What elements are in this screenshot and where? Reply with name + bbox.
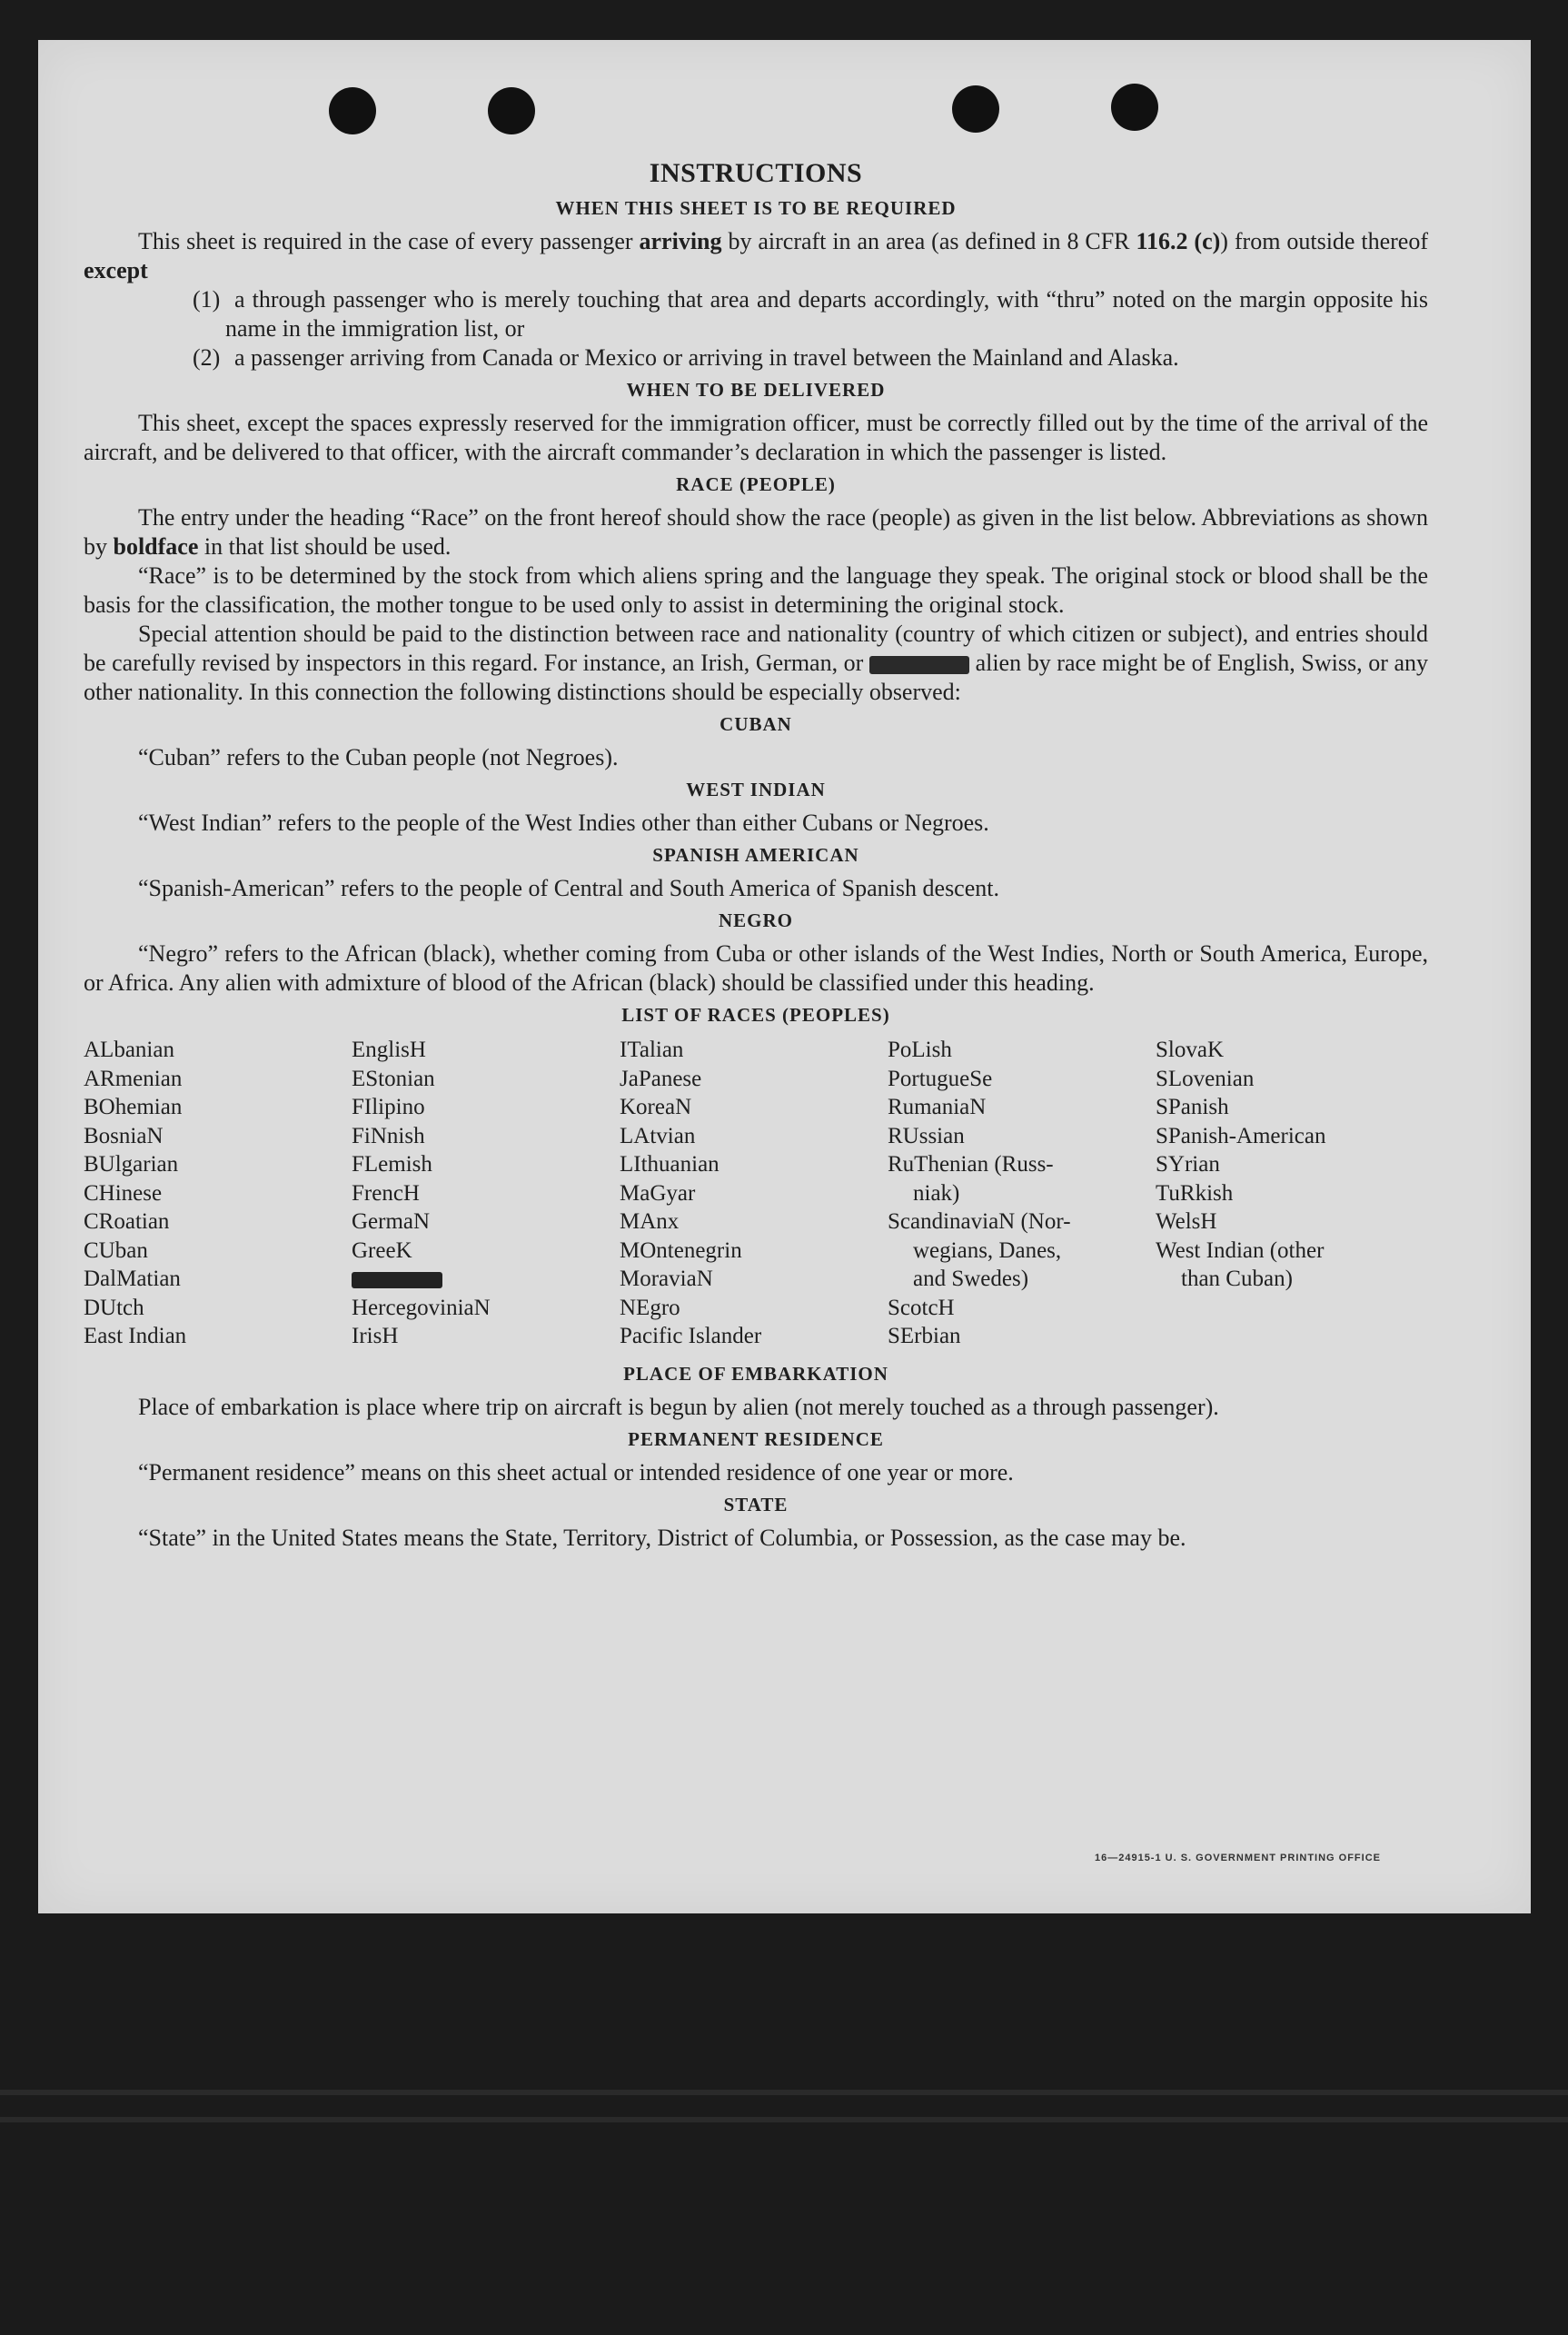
race-entry: MOntenegrin <box>620 1237 742 1263</box>
heading-negro: NEGRO <box>718 909 793 931</box>
race-entry: West Indian (other <box>1156 1237 1325 1263</box>
race-entry: RumaniaN <box>888 1095 987 1119</box>
race-entry: FrencH <box>352 1180 420 1206</box>
race-entry: ScandinaviaN (Nor- <box>888 1209 1071 1234</box>
race-entry: SLovenian <box>1156 1066 1255 1091</box>
paragraph-spanish-american: “Spanish-American” refers to the people of Central and South America of Spanish descent. <box>138 875 999 901</box>
heading-state: STATE <box>723 1493 789 1515</box>
race-entry: DalMatian <box>84 1267 181 1291</box>
text: This sheet is required in the case of every passenger <box>138 228 640 254</box>
race-entry: JaPanese <box>620 1066 702 1091</box>
paragraph-state: “State” in the United States means the State, Territory, District of Columbia, or Possession, as the case may be. <box>138 1524 1186 1551</box>
race-entry: HercegoviniaN <box>352 1295 491 1320</box>
race-entry: EnglisH <box>352 1038 426 1062</box>
race-entry: MAnx <box>620 1209 680 1234</box>
races-list <box>84 1036 1428 1351</box>
scan-band <box>0 2090 1568 2095</box>
races-column-4 <box>888 1036 1156 1351</box>
race-entry: SlovaK <box>1156 1038 1224 1062</box>
race-entry: PortugueSe <box>888 1066 993 1091</box>
punch-hole <box>952 85 999 133</box>
race-entry: ARmenian <box>84 1066 183 1091</box>
race-entry: BOhemian <box>84 1095 183 1119</box>
race-entry: DUtch <box>84 1295 144 1320</box>
scan-band <box>0 2117 1568 2122</box>
list-number: (2) <box>193 344 221 371</box>
heading-list-of-races: LIST OF RACES (PEOPLES) <box>621 1004 890 1026</box>
race-entry: FiNnish <box>352 1123 425 1148</box>
races-column-5 <box>1156 1036 1428 1351</box>
race-entry: than Cuban) <box>1181 1267 1293 1291</box>
race-entry: TuRkish <box>1156 1180 1234 1206</box>
race-entry: IrisH <box>352 1324 399 1348</box>
race-entry: ALbanian <box>84 1038 174 1062</box>
race-entry: CHinese <box>84 1180 163 1206</box>
paragraph-race-1 <box>84 503 1428 561</box>
heading-required: WHEN THIS SHEET IS TO BE REQUIRED <box>555 197 957 219</box>
race-entry: GermaN <box>352 1209 431 1234</box>
text: by aircraft in an area (as defined in 8 CFR <box>721 228 1136 254</box>
punch-hole <box>488 87 535 134</box>
text: alien by race might be of English, Swiss, or any other nationality. In this connection the following distinctions should be especially observed: <box>84 650 1428 705</box>
page-title: INSTRUCTIONS <box>649 158 863 188</box>
race-entry: MoraviaN <box>620 1267 713 1291</box>
race-entry: ITalian <box>620 1038 684 1062</box>
race-entry: and Swedes) <box>913 1267 1029 1291</box>
races-column-3 <box>620 1036 888 1351</box>
race-entry: SErbian <box>888 1324 961 1348</box>
race-entry: FLemish <box>352 1152 432 1177</box>
heading-cuban: CUBAN <box>719 713 792 735</box>
paragraph-delivered: This sheet, except the spaces expressly reserved for the immigration officer, must be correctly filled out by the time of the arrival of the aircraft, and be delivered to that officer, with the aircraft commander’s declaration in which the passenger is listed. <box>84 410 1428 465</box>
race-entry: BUlgarian <box>84 1152 179 1177</box>
list-item <box>193 343 1428 373</box>
text: in that list should be used. <box>198 533 452 560</box>
list-number: (1) <box>193 286 221 313</box>
text: ) from outside thereof <box>1220 228 1428 254</box>
paragraph-race-2: “Race” is to be determined by the stock from which aliens spring and the language they speak. The original stock or blood shall be the basis for the classification, the mother tongue to be used only to assist in determining the original stock. <box>84 562 1428 618</box>
paragraph-west-indian: “West Indian” refers to the people of the West Indies other than either Cubans or Negroes. <box>138 810 989 836</box>
text-bold: boldface <box>113 533 199 560</box>
race-entry: GreeK <box>352 1237 412 1263</box>
race-entry: SPanish-American <box>1156 1123 1326 1148</box>
list-item <box>193 285 1428 343</box>
heading-spanish-american: SPANISH AMERICAN <box>652 844 859 866</box>
race-entry: niak) <box>913 1180 960 1206</box>
race-entry: EStonian <box>352 1066 435 1091</box>
race-entry: NEgro <box>620 1295 680 1320</box>
text-bold: except <box>84 257 148 283</box>
race-entry-redacted <box>352 1265 620 1294</box>
punch-hole <box>329 87 376 134</box>
printing-office-code: 16—24915-1 U. S. GOVERNMENT PRINTING OFFICE <box>1094 1853 1381 1863</box>
list-text: a passenger arriving from Canada or Mexico or arriving in travel between the Mainland and Alaska. <box>234 344 1179 371</box>
race-entry: SYrian <box>1156 1152 1220 1177</box>
race-entry: East Indian <box>84 1324 187 1348</box>
race-entry: RUssian <box>888 1123 965 1148</box>
text-bold: 116.2 (c) <box>1136 228 1221 254</box>
heading-residence: PERMANENT RESIDENCE <box>628 1427 884 1450</box>
race-entry: wegians, Danes, <box>913 1237 1062 1263</box>
race-entry: FIlipino <box>352 1095 425 1119</box>
paragraph-negro: “Negro” refers to the African (black), whether coming from Cuba or other islands of the West Indies, North or South America, Europe, or Africa. Any alien with admixture of blood of the African (black) should be classified under this heading. <box>84 940 1428 996</box>
race-entry: PoLish <box>888 1038 952 1062</box>
race-entry: WelsH <box>1156 1209 1217 1234</box>
race-entry: LIthuanian <box>620 1152 719 1177</box>
race-entry: RuThenian (Russ- <box>888 1152 1054 1177</box>
document-sheet <box>38 40 1531 1913</box>
redaction-mark <box>352 1272 442 1288</box>
race-entry: MaGyar <box>620 1180 696 1206</box>
races-column-1 <box>84 1036 352 1351</box>
paragraph-cuban: “Cuban” refers to the Cuban people (not Negroes). <box>138 744 619 770</box>
race-entry: LAtvian <box>620 1123 696 1148</box>
redaction-mark <box>869 656 969 674</box>
race-entry: ScotcH <box>888 1295 955 1320</box>
list-text: a through passenger who is merely touching that area and departs accordingly, with “thru” noted on the margin opposite his name in the immigration list, or <box>225 286 1428 342</box>
heading-delivered: WHEN TO BE DELIVERED <box>626 379 886 401</box>
heading-embarkation: PLACE OF EMBARKATION <box>623 1362 888 1385</box>
paragraph-race-3 <box>84 620 1428 707</box>
punch-hole <box>1111 84 1158 131</box>
races-column-2 <box>352 1036 620 1351</box>
text: The entry under the heading “Race” on the front hereof should show the race (people) as given in the list below. Abbreviations as shown by <box>84 504 1428 560</box>
paragraph-embarkation: Place of embarkation is place where trip on aircraft is begun by alien (not merely touched as a through passenger). <box>138 1393 1219 1420</box>
race-entry: CRoatian <box>84 1209 170 1234</box>
paragraph-required <box>84 227 1428 285</box>
race-entry: CUban <box>84 1237 148 1263</box>
race-entry: Pacific Islander <box>620 1324 762 1348</box>
race-entry: BosniaN <box>84 1123 164 1148</box>
race-entry: SPanish <box>1156 1095 1229 1119</box>
paragraph-residence: “Permanent residence” means on this sheet actual or intended residence of one year or more. <box>138 1458 1014 1485</box>
heading-west-indian: WEST INDIAN <box>686 779 826 800</box>
heading-race: RACE (PEOPLE) <box>676 473 836 495</box>
text: Special attention should be paid to the distinction between race and nationality (country of which citizen or subject), and entries should be carefully revised by inspectors in this regard. For instance, an Irish, German, or <box>84 621 1428 676</box>
instructions-body <box>84 156 1428 1553</box>
text-bold: arriving <box>639 228 722 254</box>
race-entry: KoreaN <box>620 1095 692 1119</box>
